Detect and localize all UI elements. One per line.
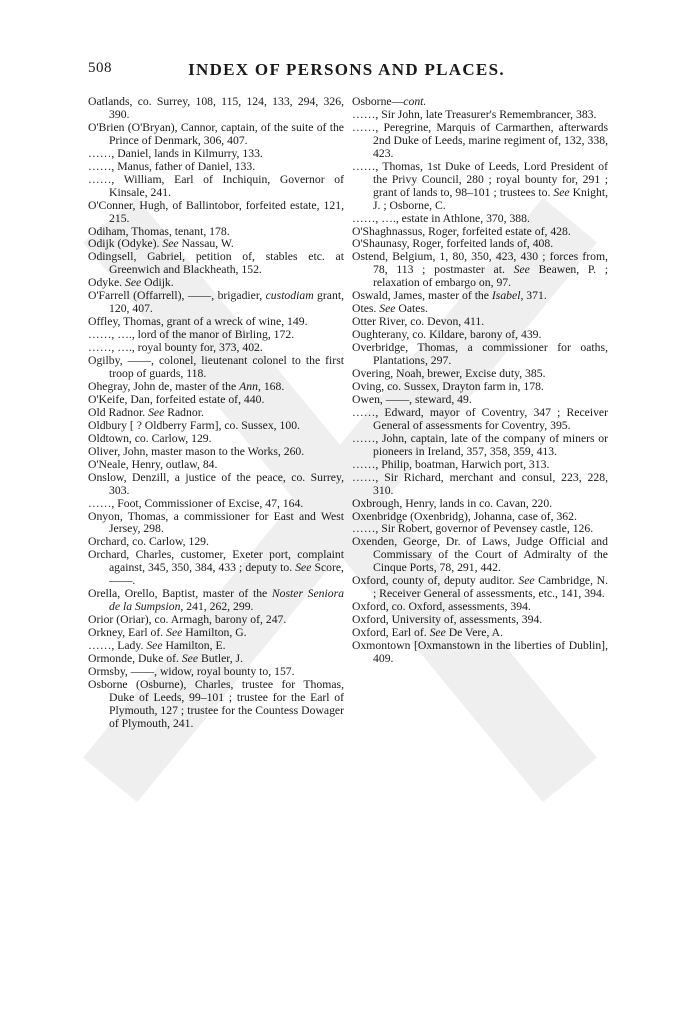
index-entry	[88, 588, 344, 614]
entry-italic: Ann	[239, 379, 258, 393]
index-entry	[352, 640, 608, 666]
index-entry	[88, 549, 344, 588]
index-entry	[352, 161, 608, 213]
entry-text: Oldbury [ ? Oldberry Farm], co. Sussex, 100.	[88, 418, 300, 432]
entry-text-after: , 168.	[257, 379, 285, 393]
entry-text: Ormsby, ——, widow, royal bounty to, 157.	[88, 664, 295, 678]
index-entry	[88, 290, 344, 316]
entry-text-after: , 371.	[520, 289, 547, 303]
entry-text: ……, Philip, boatman, Harwich port, 313.	[352, 457, 550, 471]
index-entry	[352, 122, 608, 161]
index-entry	[352, 472, 608, 498]
entry-italic: See	[379, 302, 396, 316]
entry-text: O'Farrell (Offarrell), ——, brigadier,	[88, 289, 266, 303]
index-entry	[88, 96, 344, 122]
entry-text: Ohegray, John de, master of the	[88, 379, 240, 393]
entry-text: ……, Daniel, lands in Kilmurry, 133.	[88, 146, 263, 160]
entry-text: Otes.	[352, 302, 380, 316]
page-header	[88, 60, 605, 82]
entry-text-after: Knight, J. ; Osborne, C.	[373, 185, 608, 212]
entry-text: ……, Manus, father of Daniel, 133.	[88, 159, 256, 173]
entry-text: Orchard, co. Carlow, 129.	[88, 535, 209, 549]
entry-text: ……, …., lord of the manor of Birling, 172.	[88, 328, 295, 342]
entry-text: Owen, ——, steward, 49.	[352, 392, 472, 406]
entry-text: Odijk (Odyke).	[88, 237, 163, 251]
entry-text: ……, John, captain, late of the company of miners or pioneers in Ireland, 357, 358, 359, 413.	[352, 431, 608, 458]
entry-italic: See	[553, 185, 570, 199]
entry-text: ……, Sir Robert, governor of Pevensey castle, 126.	[352, 522, 594, 536]
entry-text-after: Score, ——.	[109, 561, 344, 588]
entry-text: Oving, co. Sussex, Drayton farm in, 178.	[352, 379, 544, 393]
entry-text: ……, William, Earl of Inchiquin, Governor of Kinsale, 241.	[88, 172, 344, 199]
entry-text: Osborne—	[352, 95, 404, 108]
entry-text: ……, Edward, mayor of Coventry, 347 ; Receiver General of assessments for Coventry, 395.	[352, 405, 608, 432]
entry-italic: Isabel	[491, 289, 521, 303]
entry-text: O'Keife, Dan, forfeited estate of, 440.	[88, 392, 265, 406]
entry-text: Odingsell, Gabriel, petition of, stables etc. at Greenwich and Blackheath, 152.	[88, 250, 344, 277]
entry-text: Oxbrough, Henry, lands in co. Cavan, 220.	[352, 496, 553, 510]
entry-text: Offley, Thomas, grant of a wreck of wine, 149.	[88, 315, 308, 329]
entry-text: ……, …., royal bounty for, 373, 402.	[88, 341, 263, 355]
entry-text: Oughterany, co. Kildare, barony of, 439.	[352, 328, 542, 342]
entry-text: O'Brien (O'Bryan), Cannor, captain, of the suite of the Prince of Denmark, 306, 407.	[88, 120, 344, 147]
entry-text-after: Hamilton, E.	[162, 639, 226, 653]
entry-text: O'Shaunasy, Roger, forfeited lands of, 408.	[352, 237, 554, 251]
index-entry	[352, 575, 608, 601]
index-entry	[352, 407, 608, 433]
index-entry	[352, 536, 608, 575]
left-column	[88, 96, 344, 731]
entry-italic: See	[148, 405, 165, 419]
entry-text-after: grant, 120, 407.	[109, 289, 344, 316]
index-entry	[88, 472, 344, 498]
entry-text: O'Neale, Henry, outlaw, 84.	[88, 457, 218, 471]
index-entry	[352, 251, 608, 290]
page-number: 508	[88, 60, 112, 76]
entry-text-after: , 241, 262, 299.	[180, 600, 254, 614]
entry-italic: See	[166, 626, 183, 640]
entry-italic: See	[429, 626, 446, 640]
running-title: INDEX OF PERSONS AND PLACES.	[188, 60, 505, 79]
entry-text: Overbridge, Thomas, a commissioner for oaths, Plantations, 297.	[352, 341, 608, 368]
entry-italic: See	[162, 237, 179, 251]
entry-italic: See	[518, 574, 535, 588]
entry-text: Ogilby, ——, colonel, lieutenant colonel to the first troop of guards, 118.	[88, 354, 344, 381]
index-entry	[352, 342, 608, 368]
entry-italic: See	[125, 276, 142, 290]
right-column	[352, 96, 608, 666]
entry-text: Oxenden, George, Dr. of Laws, Judge Official and Commissary of the Court of Admiralty of the Cinque Ports, 78, 291, 442.	[352, 535, 608, 575]
entry-text-after: Beawen, P. ; relaxation of embargo on, 97.	[373, 263, 609, 290]
entry-italic: cont.	[403, 95, 427, 108]
entry-italic: custodiam	[265, 289, 314, 303]
entry-text: Otter River, co. Devon, 411.	[352, 315, 485, 329]
entry-text: Orchard, Charles, customer, Exeter port, complaint against, 345, 350, 384, 433 ; deputy to.	[88, 548, 344, 575]
index-entry	[88, 174, 344, 200]
entry-text: Ormonde, Duke of.	[88, 651, 182, 665]
entry-text-after: Oates.	[395, 302, 428, 316]
entry-text: ……, …., estate in Athlone, 370, 388.	[352, 211, 530, 225]
entry-text: Oxford, Earl of.	[352, 626, 430, 640]
entry-italic: See	[295, 561, 312, 575]
entry-italic: Noster Seniora de la Sumpsion	[109, 587, 345, 614]
index-entry	[352, 433, 608, 459]
entry-text-after: Nassau, W.	[178, 237, 234, 251]
entry-text: Oxmontown [Oxmanstown in the liberties of Dublin], 409.	[352, 639, 608, 665]
entry-text: Onyon, Thomas, a commissioner for East and West Jersey, 298.	[88, 509, 344, 536]
index-entry	[88, 355, 344, 381]
entry-text: O'Conner, Hugh, of Ballintobor, forfeited estate, 121, 215.	[88, 198, 344, 225]
entry-text-after: Cambridge, N. ; Receiver General of assessments, etc., 141, 394.	[373, 574, 608, 601]
entry-text: Old Radnor.	[88, 405, 149, 419]
index-entry	[88, 679, 344, 731]
entry-text: ……, Thomas, 1st Duke of Leeds, Lord President of the Privy Council, 280 ; royal bounty for, 291 ; grant of lands to, 98–101 ; trustees to.	[352, 159, 608, 199]
entry-italic: See	[181, 651, 199, 665]
entry-italic: See	[513, 263, 530, 277]
entry-text: Orella, Orello, Baptist, master of the	[88, 587, 272, 601]
entry-text: ……, Peregrine, Marquis of Carmarthen, afterwards 2nd Duke of Leeds, marine regiment of, 132, 338, 423.	[352, 120, 608, 160]
entry-text: ……, Foot, Commissioner of Excise, 47, 164.	[88, 496, 304, 510]
entry-text: Oldtown, co. Carlow, 129.	[88, 431, 212, 445]
entry-text: Oswald, James, master of the	[352, 289, 492, 303]
index-entry	[88, 200, 344, 226]
entry-text: Odiham, Thomas, tenant, 178.	[88, 224, 230, 238]
entry-text: Oxford, University of, assessments, 394.	[352, 613, 543, 627]
index-entry	[88, 511, 344, 537]
entry-text: Oliver, John, master mason to the Works, 260.	[88, 444, 305, 458]
entry-text-after: Odijk.	[141, 276, 174, 290]
entry-text: Overing, Noah, brewer, Excise duty, 385.	[352, 367, 546, 381]
entry-text-after: Butler, J.	[198, 651, 244, 665]
entry-italic: See	[146, 639, 163, 653]
entry-text: Oatlands, co. Surrey, 108, 115, 124, 133, 294, 326, 390.	[88, 95, 344, 121]
entry-text-after: Radnor.	[164, 405, 204, 419]
entry-text-after: Hamilton, G.	[182, 626, 247, 640]
entry-text: Orior (Oriar), co. Armagh, barony of, 247.	[88, 613, 287, 627]
index-entry	[88, 251, 344, 277]
entry-text: Ostend, Belgium, 1, 80, 350, 423, 430 ; forces from, 78, 113 ; postmaster at.	[352, 250, 608, 277]
entry-text: Odyke.	[88, 276, 126, 290]
index-entry	[88, 122, 344, 148]
entry-text: Orkney, Earl of.	[88, 626, 167, 640]
entry-text: ……, Sir John, late Treasurer's Remembrancer, 383.	[352, 107, 597, 121]
entry-text: Oxenbridge (Oxenbridg), Johanna, case of, 362.	[352, 509, 577, 523]
entry-text-after: De Vere, A.	[445, 626, 504, 640]
entry-text: Onslow, Denzill, a justice of the peace, co. Surrey, 303.	[88, 470, 344, 497]
entry-text: ……, Sir Richard, merchant and consul, 223, 228, 310.	[352, 470, 608, 497]
entry-text: O'Shaghnassus, Roger, forfeited estate of, 428.	[352, 224, 571, 238]
entry-text: ……, Lady.	[88, 639, 147, 653]
entry-text: Osborne (Osburne), Charles, trustee for Thomas, Duke of Leeds, 99–101 ; trustee for the Earl of Plymouth, 127 ; trustee for the Countess Dowager of Plymouth, 241.	[88, 677, 344, 730]
entry-text: Oxford, co. Oxford, assessments, 394.	[352, 600, 531, 614]
entry-text: Oxford, county of, deputy auditor.	[352, 574, 519, 588]
